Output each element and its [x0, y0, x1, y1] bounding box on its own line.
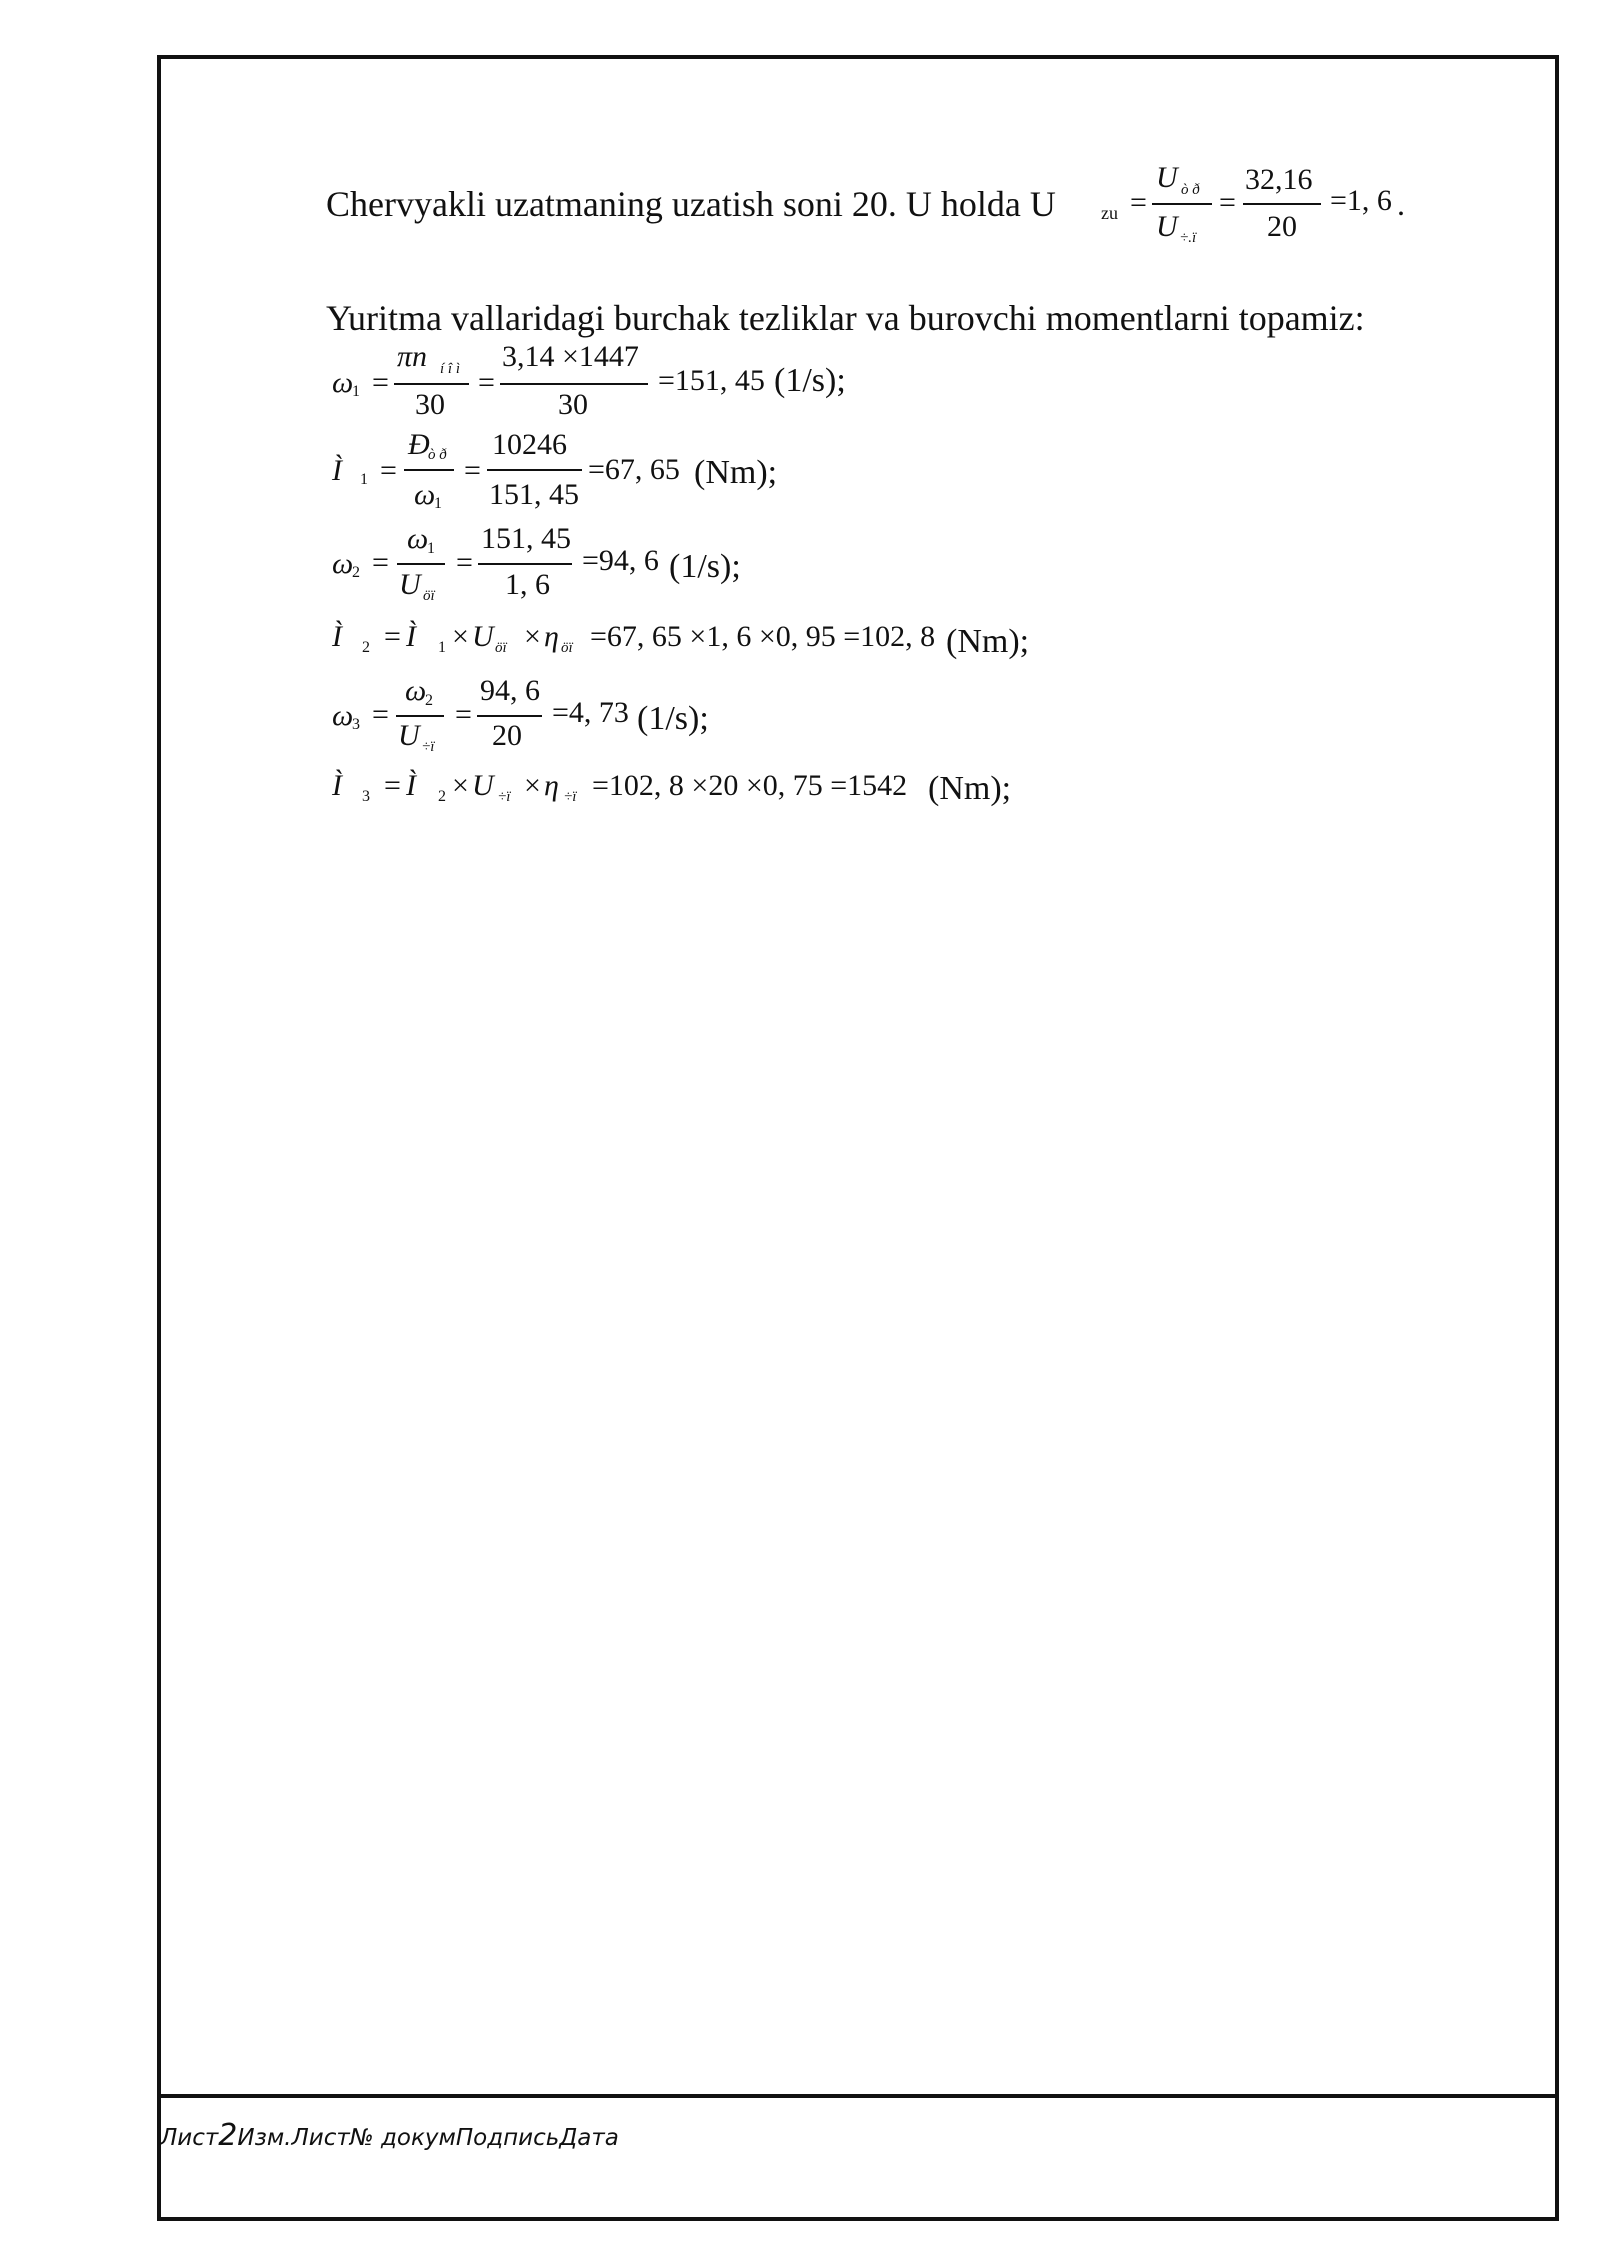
f2-num1-sub: ò ð — [428, 447, 447, 463]
f6-x2: × — [524, 769, 541, 802]
intro-equals-2: = — [1219, 186, 1236, 219]
f1-eq2: = — [478, 366, 495, 399]
f3-bar-2 — [478, 563, 572, 565]
f4-t1-sub: 1 — [438, 639, 446, 656]
f4-t2: U — [472, 620, 494, 653]
f1-bar-2 — [500, 383, 648, 385]
intro-den-value: 20 — [1267, 210, 1297, 243]
intro-fraction-bar-2 — [1243, 203, 1321, 205]
f2-eq: = — [380, 454, 397, 487]
f5-num2: 94, 6 — [480, 674, 540, 707]
f4-t2-sub: öï — [495, 640, 507, 656]
f1-num1-sub: í î ì — [440, 361, 461, 377]
f2-result: =67, 65 — [588, 453, 680, 486]
f5-den1-sub: ÷ï — [422, 739, 435, 755]
f2-bar-2 — [487, 469, 582, 471]
f5-eq2: = — [455, 698, 472, 731]
f3-den2: 1, 6 — [505, 568, 550, 601]
f6-x1: × — [452, 769, 469, 802]
title-block — [160, 2118, 619, 2153]
signature-label: Подпись — [455, 2125, 560, 2151]
f5-den2: 20 — [492, 719, 522, 752]
f2-num1: Ð — [408, 428, 430, 461]
f3-num1-sub: 1 — [427, 540, 435, 557]
f4-t3: η — [544, 620, 559, 653]
f5-unit: (1/s); — [637, 700, 709, 737]
f5-bar-2 — [477, 715, 542, 717]
f3-eq2: = — [456, 546, 473, 579]
f1-unit: (1/s); — [774, 362, 846, 399]
f5-result: =4, 73 — [552, 696, 629, 729]
f3-num1: ω — [407, 522, 429, 555]
f3-eq: = — [372, 546, 389, 579]
f2-bar-1 — [404, 469, 454, 471]
f6-unit: (Nm); — [928, 770, 1012, 807]
sheet-label: Лист — [160, 2125, 219, 2151]
f4-x2: × — [524, 620, 541, 653]
f4-t1: Ì — [406, 620, 416, 653]
change-label: Изм. — [237, 2125, 292, 2151]
f5-eq: = — [372, 698, 389, 731]
f2-eq2: = — [464, 454, 481, 487]
f6-lhs: Ì — [332, 769, 342, 802]
f6-rhs: =102, 8 ×20 ×0, 75 =1542 — [592, 769, 908, 802]
f1-num1: πn — [397, 340, 428, 373]
intro-den-symbol: U — [1156, 210, 1178, 243]
f6-t2-sub: ÷ï — [498, 789, 511, 805]
sheet-label-2: Лист — [291, 2125, 350, 2151]
f5-num1-sub: 2 — [425, 692, 433, 709]
f1-lhs: ω — [332, 366, 354, 399]
intro-text: Chervyakli uzatmaning uzatish soni 20. U holda U — [326, 184, 1056, 224]
f3-lhs: ω — [332, 547, 354, 580]
f3-result: =94, 6 — [582, 544, 659, 577]
intro-result: =1, 6 — [1330, 184, 1392, 217]
f6-t1: Ì — [406, 769, 416, 802]
f6-t2: U — [472, 769, 494, 802]
f1-den2: 30 — [558, 388, 588, 421]
intro-num-value: 32,16 — [1245, 163, 1313, 196]
f2-den2: 151, 45 — [489, 478, 579, 511]
date-label: Дата — [559, 2125, 619, 2151]
f4-rhs: =67, 65 ×1, 6 ×0, 95 =102, 8 — [590, 620, 936, 653]
document-number-label: № докум — [349, 2125, 456, 2151]
f2-unit: (Nm); — [694, 454, 778, 491]
f1-num2: 3,14 ×1447 — [502, 340, 639, 373]
intro-period: . — [1397, 186, 1405, 222]
f6-t3: η — [544, 769, 559, 802]
f5-bar-1 — [396, 715, 444, 717]
f5-lhs-sub: 3 — [352, 716, 360, 733]
f3-num2: 151, 45 — [481, 522, 571, 555]
f1-den1: 30 — [415, 388, 445, 421]
f4-lhs: Ì — [332, 620, 342, 653]
f3-den1: U — [399, 568, 421, 601]
f6-lhs-sub: 3 — [362, 788, 370, 805]
f6-eq: = — [384, 769, 401, 802]
section-heading: Yuritma vallaridagi burchak tezliklar va burovchi momentlarni topamiz: — [326, 298, 1365, 338]
f6-t1-sub: 2 — [438, 788, 446, 805]
f3-den1-sub: öï — [423, 588, 435, 604]
intro-den-subscript: ÷.ï — [1180, 230, 1197, 246]
intro-num-subscript: ò ð — [1181, 182, 1200, 198]
f5-num1: ω — [405, 674, 427, 707]
f1-eq: = — [372, 366, 389, 399]
f3-unit: (1/s); — [669, 548, 741, 585]
title-block-divider — [157, 2094, 1559, 2098]
f3-lhs-sub: 2 — [352, 564, 360, 581]
intro-equals: = — [1130, 186, 1147, 219]
sheet-number: 2 — [218, 2118, 238, 2153]
f4-lhs-sub: 2 — [362, 639, 370, 656]
f4-eq: = — [384, 620, 401, 653]
f1-result: =151, 45 — [658, 364, 765, 397]
intro-subscript: zu — [1101, 203, 1118, 223]
f4-unit: (Nm); — [946, 623, 1030, 660]
f2-num2: 10246 — [492, 428, 567, 461]
f2-den1: ω — [414, 478, 436, 511]
intro-num-symbol: U — [1156, 161, 1178, 194]
f4-x1: × — [452, 620, 469, 653]
f3-bar-1 — [397, 563, 445, 565]
f2-den1-sub: 1 — [434, 495, 442, 512]
page-frame — [157, 55, 1559, 2221]
f6-t3-sub: ÷ï — [564, 789, 577, 805]
f1-bar-1 — [394, 383, 469, 385]
f5-den1: U — [398, 719, 420, 752]
f2-lhs: Ì — [332, 454, 342, 487]
f1-lhs-sub: 1 — [352, 383, 360, 400]
intro-fraction-bar-1 — [1152, 203, 1212, 205]
f2-lhs-sub: 1 — [360, 471, 368, 488]
f4-t3-sub: öï — [561, 640, 573, 656]
f5-lhs: ω — [332, 699, 354, 732]
